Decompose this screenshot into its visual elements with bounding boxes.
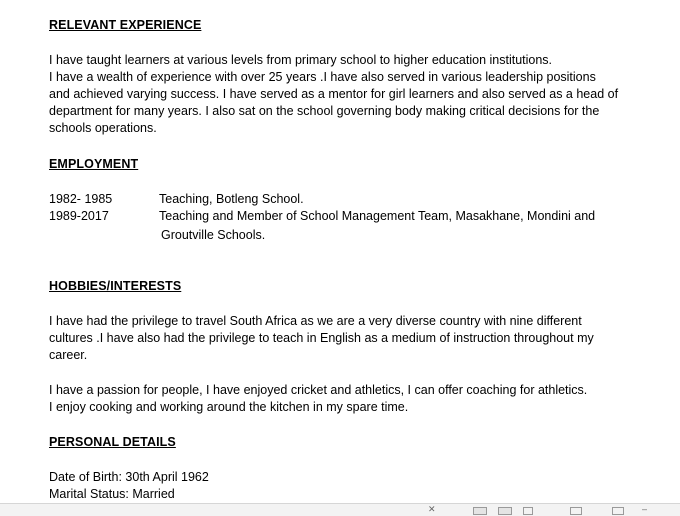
relevant-experience-paragraph	[49, 52, 649, 137]
marital-status: Marital Status: Married	[49, 487, 175, 501]
paragraph-line: schools operations.	[49, 121, 157, 135]
relevant-experience-heading: RELEVANT EXPERIENCE	[49, 18, 202, 32]
paragraph-line: I enjoy cooking and working around the kitchen in my spare time.	[49, 400, 409, 414]
paragraph-line: department for many years. I also sat on the school governing body making critical decisions for the	[49, 104, 600, 118]
hobbies-heading: HOBBIES/INTERESTS	[49, 279, 182, 293]
employment-description: Teaching, Botleng School.	[159, 192, 304, 206]
view-print-icon[interactable]	[473, 507, 487, 515]
employment-description-continuation: Groutville Schools.	[161, 228, 266, 242]
paragraph-line: I have taught learners at various levels from primary school to higher education institutions.	[49, 53, 553, 67]
paragraph-line: career.	[49, 348, 88, 362]
employment-entry	[49, 208, 649, 225]
employment-description: Teaching and Member of School Management Team, Masakhane, Mondini and	[159, 209, 596, 223]
date-of-birth: Date of Birth: 30th April 1962	[49, 470, 209, 484]
personal-details-heading: PERSONAL DETAILS	[49, 435, 176, 449]
fit-width-icon[interactable]	[570, 507, 582, 515]
hobbies-paragraph-1	[49, 313, 649, 364]
paragraph-line: I have a passion for people, I have enjoyed cricket and athletics, I can offer coaching for athletics.	[49, 383, 588, 397]
view-read-icon[interactable]	[498, 507, 512, 515]
page-icon[interactable]	[612, 507, 624, 515]
employment-years: 1982- 1985	[49, 192, 113, 206]
paragraph-line: cultures .I have also had the privilege to teach in English as a medium of instruction throughout my	[49, 331, 594, 345]
status-bar	[0, 503, 680, 516]
paragraph-line: I have a wealth of experience with over 25 years .I have also served in various leadership positions	[49, 70, 596, 84]
paragraph-line: and achieved varying success. I have served as a mentor for girl learners and also served as a head of	[49, 87, 619, 101]
view-web-icon[interactable]	[523, 507, 533, 515]
personal-details-list	[49, 469, 649, 503]
paragraph-line: I have had the privilege to travel South Africa as we are a very diverse country with nine different	[49, 314, 582, 328]
zoom-out-icon[interactable]: –	[642, 504, 648, 514]
employment-heading: EMPLOYMENT	[49, 157, 139, 171]
zoom-icon[interactable]: ✕	[428, 504, 436, 514]
employment-entry	[49, 191, 649, 208]
employment-entry-continuation	[49, 227, 649, 244]
hobbies-paragraph-2	[49, 382, 649, 416]
employment-years: 1989-2017	[49, 209, 109, 223]
